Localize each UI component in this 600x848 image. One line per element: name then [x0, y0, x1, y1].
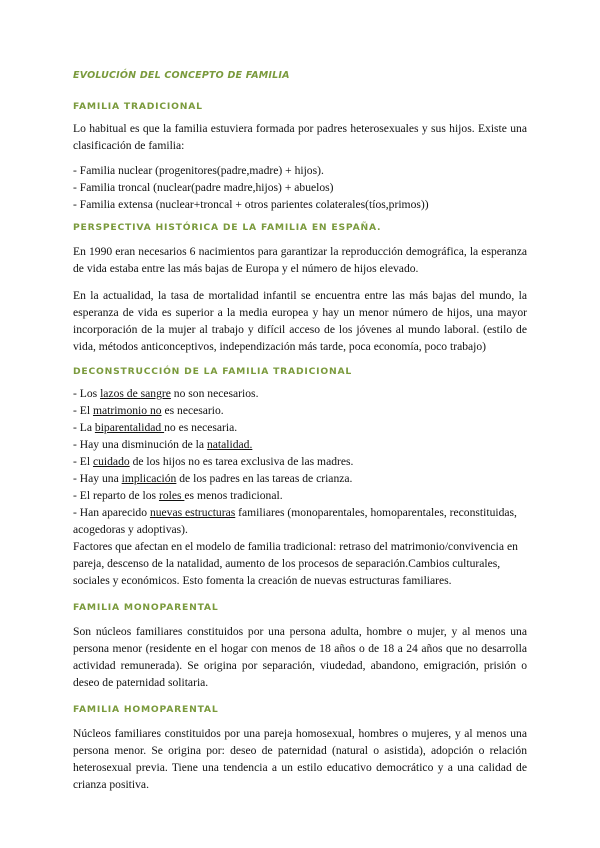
paragraph: Lo habitual es que la familia estuviera formada por padres heterosexuales y sus hijos. Existe una clasificación de familia: — [73, 122, 527, 152]
list-item: - El matrimonio no es necesario. — [73, 404, 224, 417]
list-item: - Hay una disminución de la natalidad. — [73, 438, 253, 451]
paragraph: Son núcleos familiares constituidos por una persona adulta, hombre o mujer, y al menos una persona menor (residente en el hogar con menos de 18 años o de 18 a 24 años que no desarrolla actividad remunerada). Se origina por separación, viudedad, abandono, emigración, prisión o deseo de paternidad solitaria. — [73, 625, 527, 689]
underlined-term: natalidad. — [206, 438, 253, 451]
paragraph: En 1990 eran necesarios 6 nacimientos para garantizar la reproducción demográfica, la esperanza de vida estaba entre las más bajas de Europa y el número de hijos elevado. — [73, 245, 527, 275]
underlined-term: nuevas estructuras — [149, 506, 236, 519]
list-item: - Familia nuclear (progenitores(padre,madre) + hijos). — [73, 164, 324, 177]
list-item: - Los lazos de sangre no son necesarios. — [73, 387, 259, 400]
paragraph: Factores que afectan en el modelo de familia tradicional: retraso del matrimonio/convivencia en pareja, descenso de la natalidad, aumento de los procesos de separación.Cambios culturales, sociales y económicos. Esto fomenta la creación de nuevas estructuras familiares. — [73, 540, 518, 587]
paragraph: Núcleos familiares constituidos por una pareja homosexual, hombres o mujeres, y al menos una persona menor. Se origina por: deseo de paternidad (natural o asistida), adopción o relación heterosexual previa. Tiene una tendencia a un estilo educativo democrático y a una calidad de crianza positiva. — [73, 727, 527, 791]
section-heading: FAMILIA TRADICIONAL — [73, 101, 203, 112]
list-item: - Han aparecido nuevas estructuras familiares (monoparentales, homoparentales, reconstituidas, acogedoras y adoptivas). — [73, 506, 517, 536]
section-heading: FAMILIA MONOPARENTAL — [73, 602, 219, 613]
section-perspectiva-historica — [73, 221, 527, 355]
section-familia-tradicional — [73, 100, 527, 213]
underlined-term: cuidado — [92, 455, 130, 468]
list-item: - Familia troncal (nuclear(padre madre,hijos) + abuelos) — [73, 181, 334, 194]
list-item: - Hay una implicación de los padres en las tareas de crianza. — [73, 472, 353, 485]
underlined-term: roles — [158, 489, 185, 502]
underlined-term: implicación — [121, 472, 177, 485]
section-deconstruccion — [73, 365, 527, 589]
document-title: EVOLUCIÓN DEL CONCEPTO DE FAMILIA — [73, 70, 290, 81]
underlined-term: lazos de sangre — [100, 387, 171, 400]
paragraph: En la actualidad, la tasa de mortalidad infantil se encuentra entre las más bajas del mundo, la esperanza de vida es superior a la media europea y hay un menor número de hijos, una mayor incorporación de la mujer al trabajo y difícil acceso de los jóvenes al mundo laboral. (estilo de vida, métodos anticonceptivos, independización más tarde, poca economía, poco trabajo) — [73, 289, 527, 353]
section-heading: DECONSTRUCCIÓN DE LA FAMILIA TRADICIONAL — [73, 366, 353, 377]
underlined-term: matrimonio no — [92, 404, 162, 417]
document-content — [73, 69, 527, 793]
list-item: - El cuidado de los hijos no es tarea exclusiva de las madres. — [73, 455, 354, 468]
list-item: - Familia extensa (nuclear+troncal + otros parientes colaterales(tíos,primos)) — [73, 198, 429, 211]
underlined-term: biparentalidad — [94, 421, 165, 434]
list-item: - El reparto de los roles es menos tradicional. — [73, 489, 283, 502]
list-item: - La biparentalidad no es necesaria. — [73, 421, 238, 434]
section-monoparental — [73, 601, 527, 691]
section-heading: PERSPECTIVA HISTÓRICA DE LA FAMILIA EN ESPAÑA. — [73, 222, 382, 233]
section-heading: FAMILIA HOMOPARENTAL — [73, 704, 219, 715]
section-homoparental — [73, 703, 527, 793]
